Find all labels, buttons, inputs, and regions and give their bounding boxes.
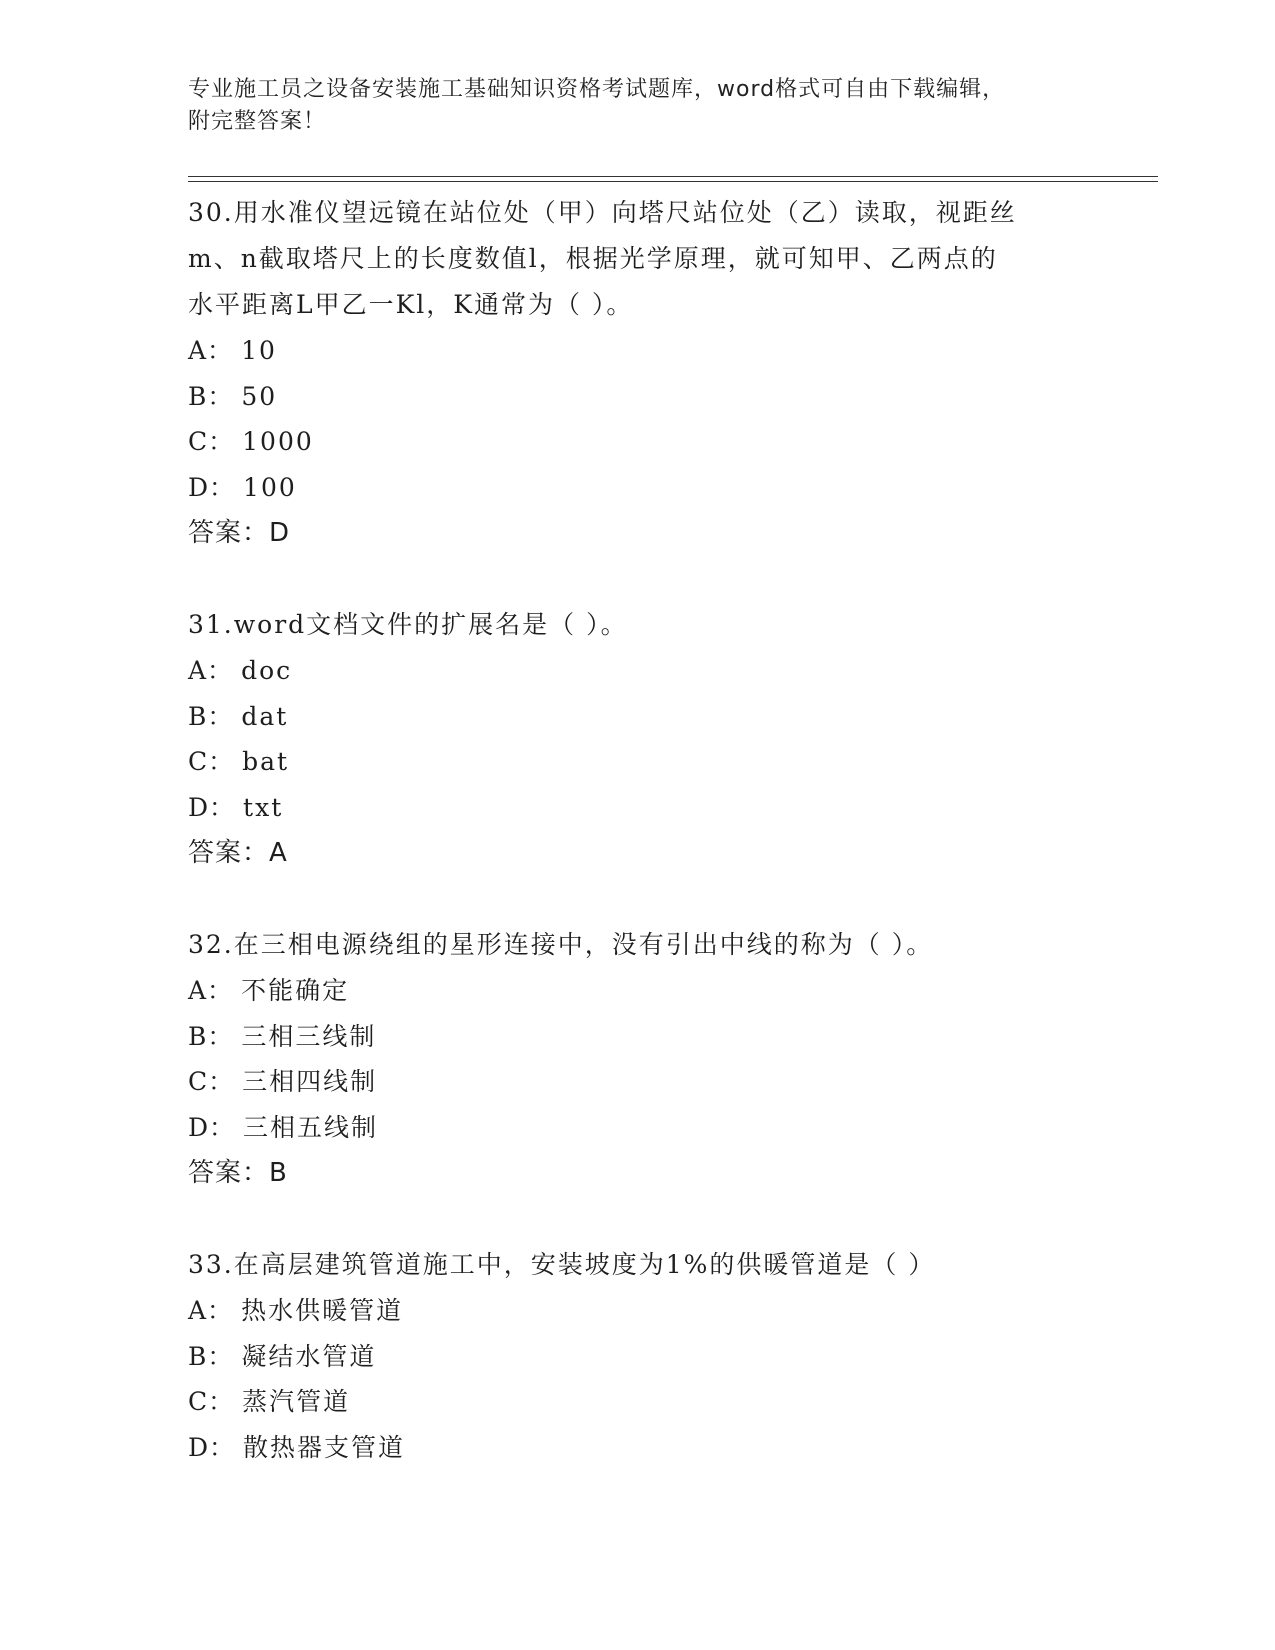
option-text: txt — [243, 792, 284, 822]
option-label: B： — [188, 381, 234, 411]
option-text: 三相四线制 — [242, 1067, 378, 1096]
option-b — [188, 1014, 1088, 1060]
option-text: 1000 — [242, 427, 314, 456]
header-line-1: 专业施工员之设备安装施工基础知识资格考试题库，word格式可自由下载编辑， — [188, 77, 1006, 102]
header-divider-top — [188, 176, 1158, 177]
option-c — [188, 739, 1088, 785]
option-a — [188, 648, 1088, 694]
option-text: 50 — [241, 381, 278, 411]
option-text: bat — [242, 747, 290, 776]
option-label: A： — [188, 1296, 234, 1325]
option-d — [188, 785, 1088, 831]
option-label: C： — [188, 1387, 235, 1416]
option-label: D： — [188, 1432, 236, 1462]
question-list — [188, 190, 1088, 1516]
answer-line: 答案：B — [188, 1158, 288, 1188]
answer-line: 答案：A — [188, 838, 288, 868]
option-label: B： — [188, 701, 234, 731]
option-label: D： — [188, 1112, 236, 1142]
option-text: 散热器支管道 — [243, 1432, 406, 1462]
question-stem-line: 32.在三相电源绕组的星形连接中，没有引出中线的称为（ ）。 — [188, 930, 934, 959]
option-text: dat — [241, 701, 289, 731]
option-b — [188, 694, 1088, 740]
question-stem-line: 33.在高层建筑管道施工中，安装坡度为1%的供暖管道是（ ） — [188, 1250, 936, 1279]
option-d — [188, 465, 1088, 511]
option-label: B： — [188, 1021, 234, 1051]
question-30 — [188, 190, 1088, 556]
option-label: C： — [188, 1067, 235, 1096]
question-stem-line: 31.word文档文件的扩展名是（ ）。 — [188, 610, 628, 639]
option-text: 凝结水管道 — [241, 1341, 377, 1371]
option-b — [188, 374, 1088, 420]
header-line-2: 附完整答案！ — [188, 109, 327, 134]
option-label: D： — [188, 792, 236, 822]
option-text: 不能确定 — [241, 976, 350, 1005]
option-text: 100 — [243, 472, 297, 502]
option-a — [188, 968, 1088, 1014]
option-d — [188, 1105, 1088, 1151]
header-divider-bottom — [188, 181, 1158, 182]
option-label: A： — [188, 656, 234, 685]
option-a — [188, 328, 1088, 374]
option-text: 三相五线制 — [243, 1112, 379, 1142]
question-31 — [188, 602, 1088, 876]
answer-line: 答案：D — [188, 518, 291, 548]
option-c — [188, 1059, 1088, 1105]
question-33 — [188, 1242, 1088, 1470]
question-32 — [188, 922, 1088, 1196]
option-b — [188, 1334, 1088, 1380]
question-stem-line: m、n截取塔尺上的长度数值l，根据光学原理，就可知甲、乙两点的 — [188, 244, 998, 273]
document-header — [188, 74, 1088, 138]
option-label: A： — [188, 336, 234, 365]
option-text: 热水供暖管道 — [241, 1296, 404, 1325]
option-c — [188, 419, 1088, 465]
option-label: B： — [188, 1341, 234, 1371]
option-label: A： — [188, 976, 234, 1005]
option-label: C： — [188, 747, 235, 776]
question-stem-line: 30.用水准仪望远镜在站位处（甲）向塔尺站位处（乙）读取，视距丝 — [188, 198, 1017, 227]
option-text: 三相三线制 — [241, 1021, 377, 1051]
option-c — [188, 1379, 1088, 1425]
option-text: doc — [241, 656, 293, 685]
question-stem-line: 水平距离L甲乙一Kl，K通常为（ ）。 — [188, 290, 634, 319]
option-label: C： — [188, 427, 235, 456]
option-text: 蒸汽管道 — [242, 1387, 351, 1416]
option-text: 10 — [241, 336, 277, 365]
option-a — [188, 1288, 1088, 1334]
option-d — [188, 1425, 1088, 1471]
option-label: D： — [188, 472, 236, 502]
